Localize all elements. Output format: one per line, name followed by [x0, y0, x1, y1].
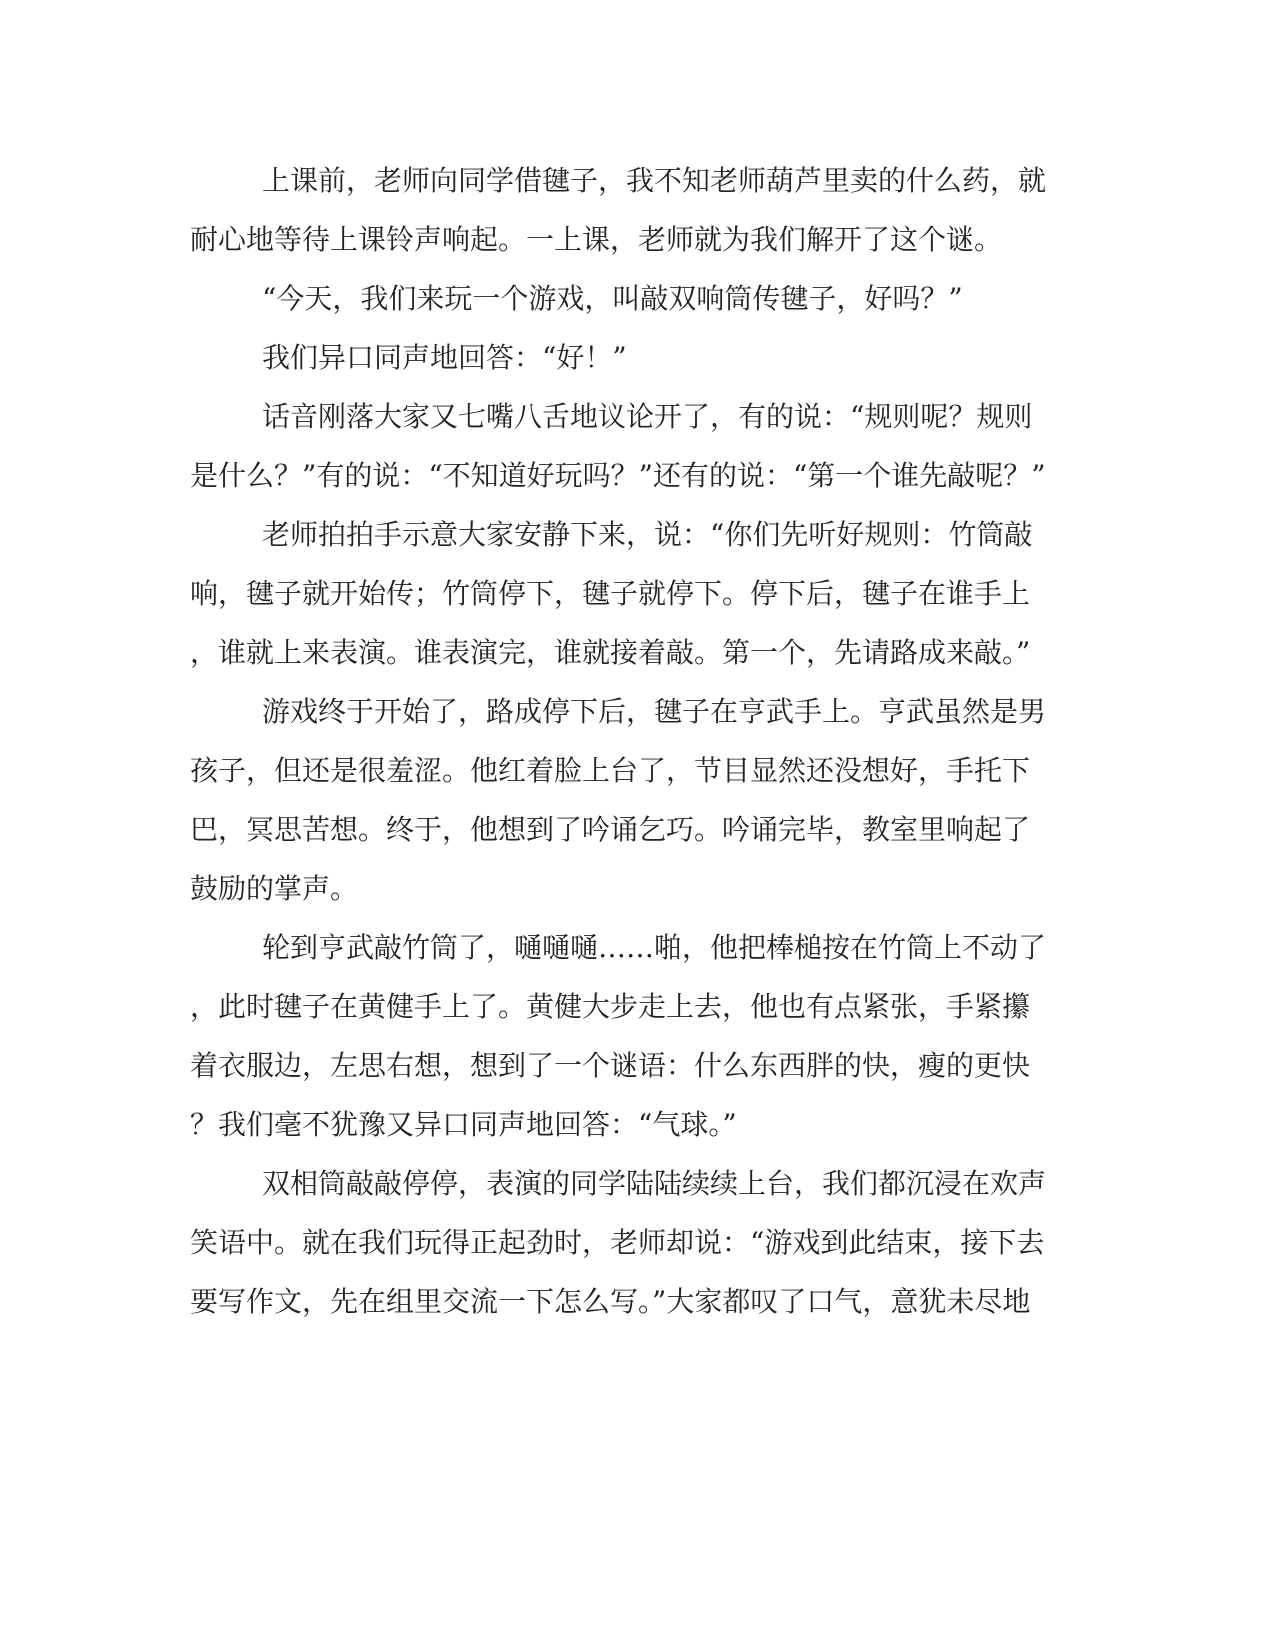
paragraph-line: 笑语中。就在我们玩得正起劲时，老师却说：“游戏到此结束，接下去	[190, 1226, 1045, 1259]
paragraph-line: 要写作文，先在组里交流一下怎么写。”大家都叹了口气，意犹未尽地	[190, 1285, 1031, 1318]
paragraph-line: 游戏终于开始了，路成停下后，毽子在亨武手上。亨武虽然是男	[262, 695, 1047, 728]
paragraph-line: 轮到亨武敲竹筒了，嗵嗵嗵……啪，他把棒槌按在竹筒上不动了	[262, 931, 1047, 964]
paragraph-line: 双相筒敲敲停停，表演的同学陆陆续续上台，我们都沉浸在欢声	[262, 1167, 1047, 1200]
paragraph-line: 我们异口同声地回答：“好！”	[262, 341, 627, 374]
paragraph-line: ，此时毽子在黄健手上了。黄健大步走上去，他也有点紧张，手紧攥	[190, 990, 1031, 1023]
paragraph-line: 上课前，老师向同学借毽子，我不知老师葫芦里卖的什么药，就	[262, 164, 1047, 197]
paragraph-line: ，谁就上来表演。谁表演完，谁就接着敲。第一个，先请路成来敲。”	[190, 636, 1031, 669]
paragraph-line: 耐心地等待上课铃声响起。一上课，老师就为我们解开了这个谜。	[190, 223, 1003, 256]
paragraph-line: ？我们毫不犹豫又异口同声地回答：“气球。”	[190, 1108, 737, 1141]
paragraph-line: “今天，我们来玩一个游戏，叫敲双响筒传毽子，好吗？”	[262, 282, 963, 315]
paragraph-line: 话音刚落大家又七嘴八舌地议论开了，有的说：“规则呢？规则	[262, 400, 1033, 433]
paragraph-line: 鼓励的掌声。	[190, 872, 359, 905]
paragraph-line: 是什么？”有的说：“不知道好玩吗？”还有的说：“第一个谁先敲呢？”	[190, 459, 1046, 492]
paragraph-line: 着衣服边，左思右想，想到了一个谜语：什么东西胖的快，瘦的更快	[190, 1049, 1031, 1082]
paragraph-line: 响，毽子就开始传；竹筒停下，毽子就停下。停下后，毽子在谁手上	[190, 577, 1031, 610]
paragraph-line: 老师拍拍手示意大家安静下来，说：“你们先听好规则：竹筒敲	[262, 518, 1033, 551]
paragraph-line: 巴，冥思苦想。终于，他想到了吟诵乞巧。吟诵完毕，教室里响起了	[190, 813, 1031, 846]
paragraph-line: 孩子，但还是很羞涩。他红着脸上台了，节目显然还没想好，手托下	[190, 754, 1031, 787]
